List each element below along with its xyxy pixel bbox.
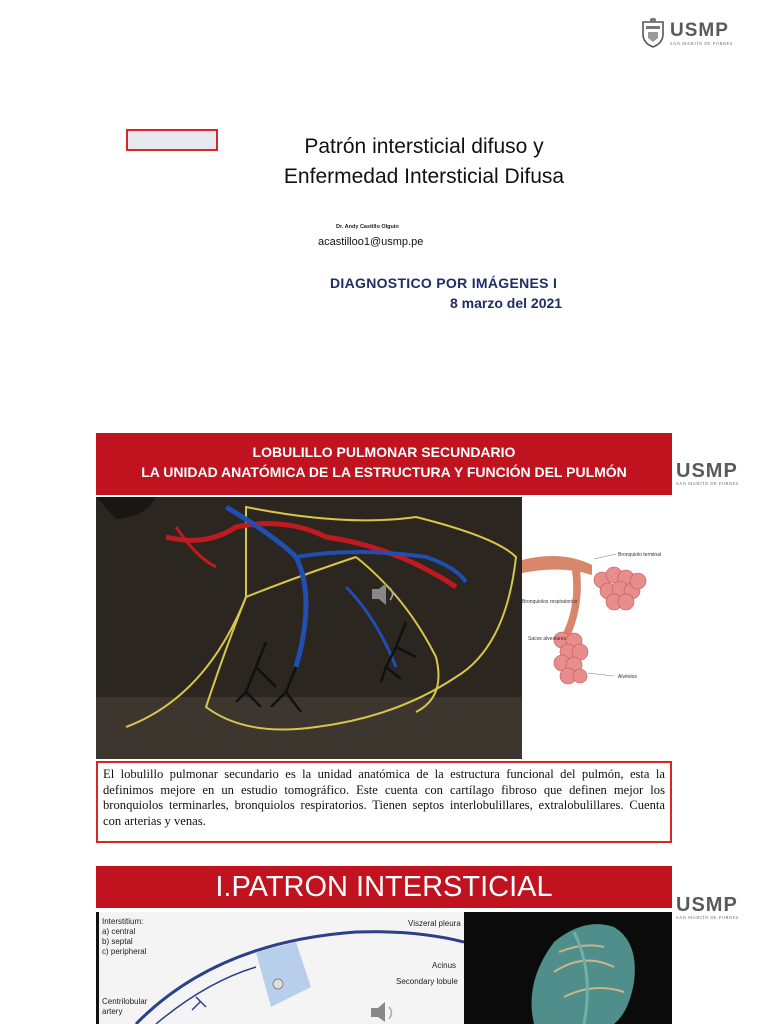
banner-line-2: LA UNIDAD ANATÓMICA DE LA ESTRUCTURA Y FUNCIÓN DEL PULMÓN bbox=[141, 464, 627, 480]
author-email: acastilloo1@usmp.pe bbox=[318, 236, 424, 248]
slide-date: 8 marzo del 2021 bbox=[450, 295, 563, 311]
label-peripheral: c) peripheral bbox=[102, 947, 147, 956]
course-name: DIAGNOSTICO POR IMÁGENES I bbox=[330, 275, 558, 291]
label-artery: artery bbox=[102, 1007, 123, 1016]
author-name: Dr. Andy Castillo Olguin bbox=[336, 224, 399, 230]
label-central: a) central bbox=[102, 927, 136, 936]
logo-subtitle: SAN MARTÍN DE PORRES bbox=[670, 40, 733, 46]
interstitium-diagram bbox=[96, 912, 464, 1024]
label-secondary-lobule: Secondary lobule bbox=[396, 977, 458, 986]
label-bronquiolo-terminal: Bronquiolo terminal bbox=[618, 552, 662, 558]
lobule-illustration bbox=[96, 497, 522, 759]
label-sacos-alveolares: Sacos alveolares bbox=[528, 636, 567, 642]
logo-subtitle: SAN MARTÍN DE PORRES bbox=[676, 915, 739, 920]
label-bronquiolos-respiratorios: Bronquiolos respiratorios bbox=[522, 599, 578, 605]
label-alveolos: Alvéolos bbox=[618, 674, 637, 680]
label-centrilobular: Centrilobular bbox=[102, 997, 148, 1006]
usmp-logo-1 bbox=[640, 18, 733, 48]
alveoli-illustration bbox=[522, 545, 672, 705]
usmp-logo-2 bbox=[676, 461, 739, 486]
slide-title-line-2: Enfermedad Intersticial Difusa bbox=[283, 165, 565, 188]
logo-wordmark: USMP bbox=[670, 19, 729, 41]
label-acinus: Acinus bbox=[432, 961, 457, 970]
logo-wordmark: USMP bbox=[676, 894, 738, 916]
slide-title-line-1: Patrón intersticial difuso y bbox=[304, 135, 544, 158]
logo-subtitle: SAN MARTÍN DE PORRES bbox=[676, 481, 739, 486]
lung-photo bbox=[464, 912, 672, 1024]
label-interstitium: Interstitium: bbox=[102, 917, 144, 926]
label-septal: b) septal bbox=[102, 937, 133, 946]
usmp-logo-3 bbox=[676, 895, 739, 920]
lobule-description: El lobulillo pulmonar secundario es la unidad anatómica de la estructura funcional del pulmón, esta la definimos mejore en un estudio tomográfico. Este cuenta con cartílago fibroso que definen mejor los bronquiolos terminarles, bronquiolos respiratorios. Tienen septos interlobulillares, extralobulillares. Cuenta con arterias y venas. bbox=[96, 761, 672, 843]
usmp-crest-icon bbox=[640, 18, 666, 48]
label-visceral-pleura: Viszeral pleura bbox=[408, 919, 461, 928]
banner-line-1: LOBULILLO PULMONAR SECUNDARIO bbox=[252, 444, 516, 460]
interstitial-banner: I.PATRON INTERSTICIAL bbox=[96, 866, 672, 908]
lobule-banner bbox=[96, 433, 672, 495]
logo-wordmark: USMP bbox=[676, 460, 738, 482]
